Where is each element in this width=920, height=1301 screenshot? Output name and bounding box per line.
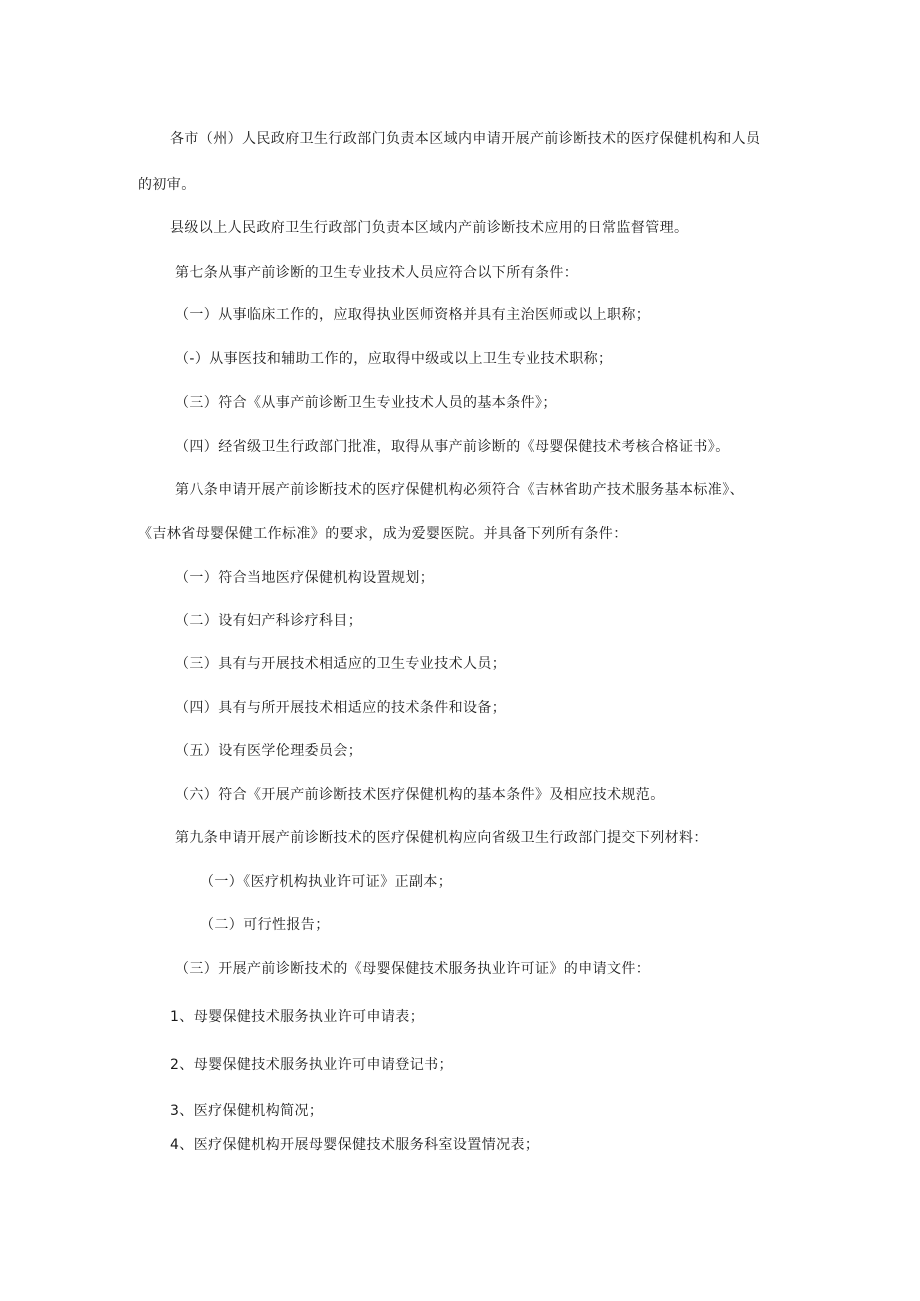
list-item: （四）具有与所开展技术相适应的技术条件和设备； xyxy=(175,700,507,716)
numbered-item: 4、医疗保健机构开展母婴保健技术服务科室设置情况表； xyxy=(170,1137,540,1153)
numbered-item: 2、母婴保健技术服务执业许可申请登记书； xyxy=(170,1057,453,1073)
list-item: （二）设有妇产科诊疗科目； xyxy=(175,613,363,629)
list-item: （三）开展产前诊断技术的《母婴保健技术服务执业许可证》的申请文件： xyxy=(175,961,651,977)
list-item: （三）符合《从事产前诊断卫生专业技术人员的基本条件》； xyxy=(175,395,557,411)
paragraph-line: 县级以上人民政府卫生行政部门负责本区域内产前诊断技术应用的日常监督管理。 xyxy=(170,220,689,236)
numbered-item: 1、母婴保健技术服务执业许可申请表； xyxy=(170,1009,425,1025)
list-item: （-）从事医技和辅助工作的，应取得中级或以上卫生专业技术职称； xyxy=(175,351,613,367)
numbered-item: 3、医疗保健机构简况； xyxy=(170,1103,324,1119)
list-item: （五）设有医学伦理委员会； xyxy=(175,743,363,759)
list-item: （六）符合《开展产前诊断技术医疗保健机构的基本条件》及相应技术规范。 xyxy=(175,787,665,803)
list-item: （二）可行性报告； xyxy=(200,917,330,933)
list-item: （一）符合当地医疗保健机构设置规划； xyxy=(175,570,435,586)
article-heading-7: 第七条从事产前诊断的卫生专业技术人员应符合以下所有条件： xyxy=(175,265,579,281)
article-heading-9: 第九条申请开展产前诊断技术的医疗保健机构应向省级卫生行政部门提交下列材料： xyxy=(175,830,708,846)
list-item: （一）从事临床工作的，应取得执业医师资格并具有主治医师或以上职称； xyxy=(175,307,651,323)
paragraph-line: 《吉林省母婴保健工作标准》的要求，成为爱婴医院。并具备下列所有条件： xyxy=(138,526,628,542)
list-item: （四）经省级卫生行政部门批准，取得从事产前诊断的《母婴保健技术考核合格证书》。 xyxy=(175,439,730,455)
paragraph-line: 各市（州）人民政府卫生行政部门负责本区域内申请开展产前诊断技术的医疗保健机构和人员 xyxy=(170,131,761,147)
article-heading-8: 第八条申请开展产前诊断技术的医疗保健机构必须符合《吉林省助产技术服务基本标准》、 xyxy=(175,482,744,498)
list-item: （三）具有与开展技术相适应的卫生专业技术人员； xyxy=(175,656,507,672)
list-item: （一）《医疗机构执业许可证》正副本； xyxy=(200,874,453,890)
paragraph-line: 的初审。 xyxy=(138,177,196,193)
